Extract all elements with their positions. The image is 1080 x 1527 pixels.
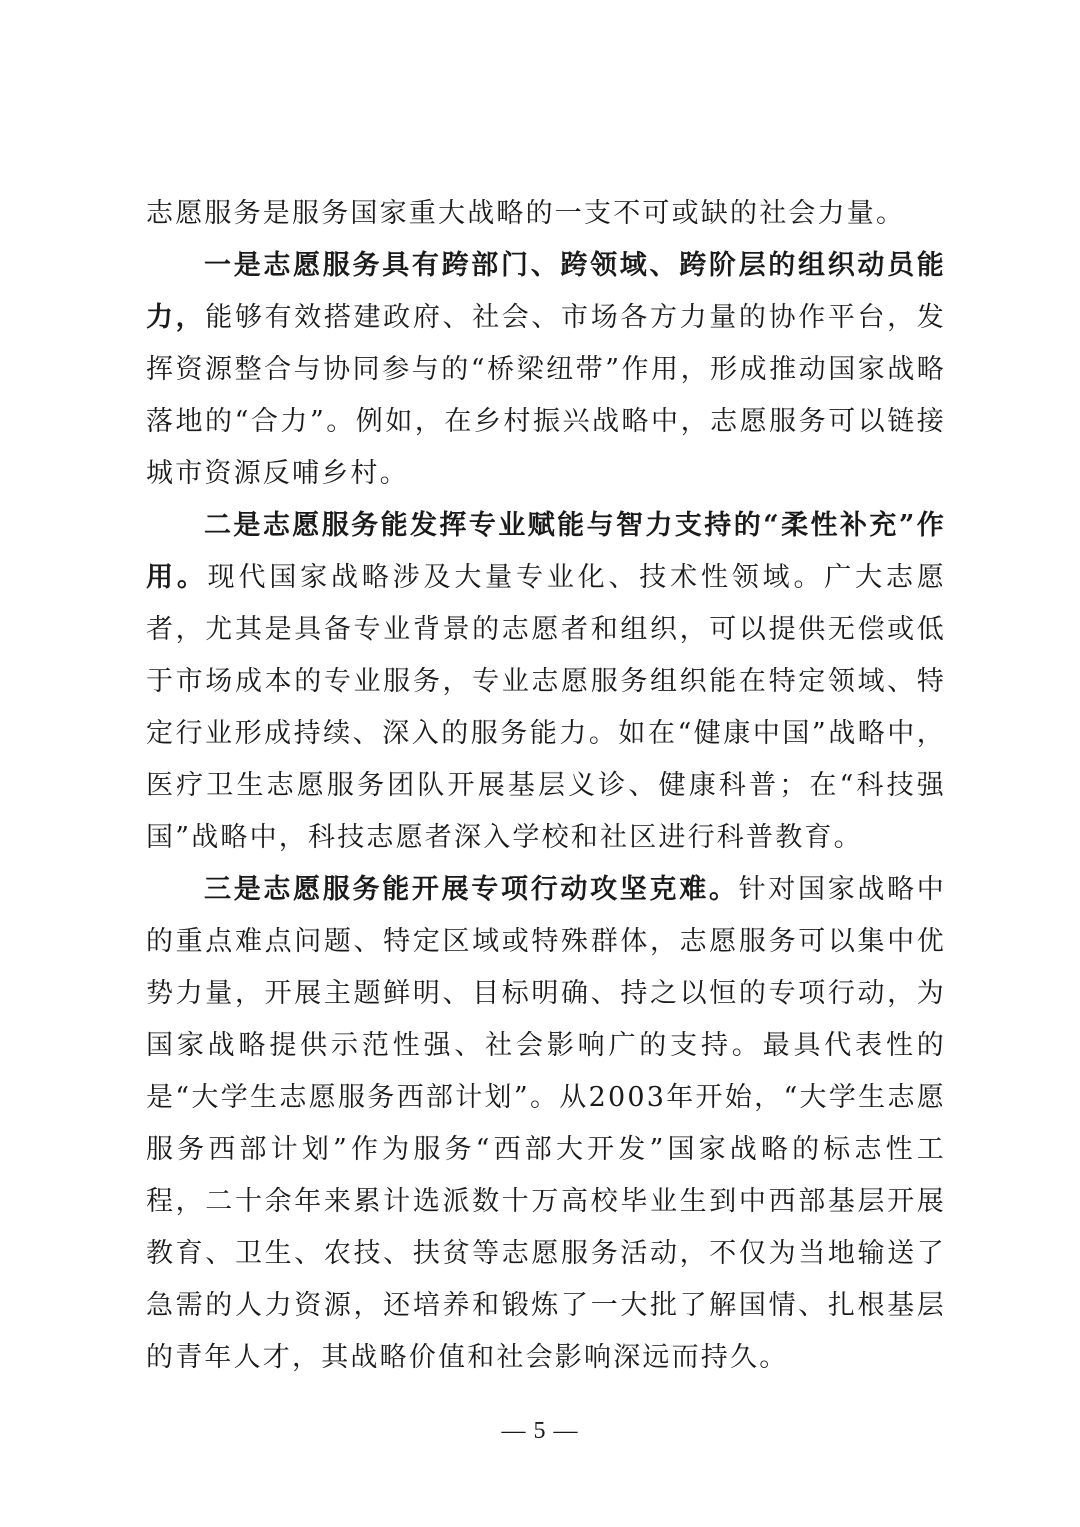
paragraph-1 [146,188,946,240]
paragraph-4-text: 针对国家战略中的重点难点问题、特定区域或特殊群体，志愿服务可以集中优势力量，开展主题鲜明、目标明确、持之以恒的专项行动，为国家战略提供示范性强、社会影响广的支持。最具代表性的是“大学生志愿服务西部计划”。从2003年开始，“大学生志愿服务西部计划”作为服务“西部大开发”国家战略的标志性工程，二十余年来累计选派数十万高校毕业生到中西部基层开展教育、卫生、农技、扶贫等志愿服务活动，不仅为当地输送了急需的人力资源，还培养和锻炼了一大批了解国情、扎根基层的青年人才，其战略价值和社会影响深远而持久。 [146,874,946,1373]
paragraph-2 [146,240,946,500]
paragraph-2-lead: 一是志愿服务具有跨部门、跨领域、跨阶层的组织动员能力， [146,250,946,333]
paragraph-3-lead: 二是志愿服务能发挥专业赋能与智力支持的“柔性补充”作用。 [146,510,946,593]
paragraph-4 [146,864,946,1384]
paragraph-3-text: 现代国家战略涉及大量专业化、技术性领域。广大志愿者，尤其是具备专业背景的志愿者和组织，可以提供无偿或低于市场成本的专业服务，专业志愿服务组织能在特定领域、特定行业形成持续、深入的服务能力。如在“健康中国”战略中，医疗卫生志愿服务团队开展基层义诊、健康科普；在“科技强国”战略中，科技志愿者深入学校和社区进行科普教育。 [146,562,946,853]
paragraph-4-lead: 三是志愿服务能开展专项行动攻坚克难。 [204,874,739,905]
paragraph-2-text: 能够有效搭建政府、社会、市场各方力量的协作平台，发挥资源整合与协同参与的“桥梁纽带”作用，形成推动国家战略落地的“合力”。例如，在乡村振兴战略中，志愿服务可以链接城市资源反哺乡村。 [146,302,946,489]
paragraph-1-text: 志愿服务是服务国家重大战略的一支不可或缺的社会力量。 [146,198,906,229]
page-number: — 5 — [501,1418,579,1444]
paragraph-3 [146,500,946,864]
document-body [146,188,946,1384]
